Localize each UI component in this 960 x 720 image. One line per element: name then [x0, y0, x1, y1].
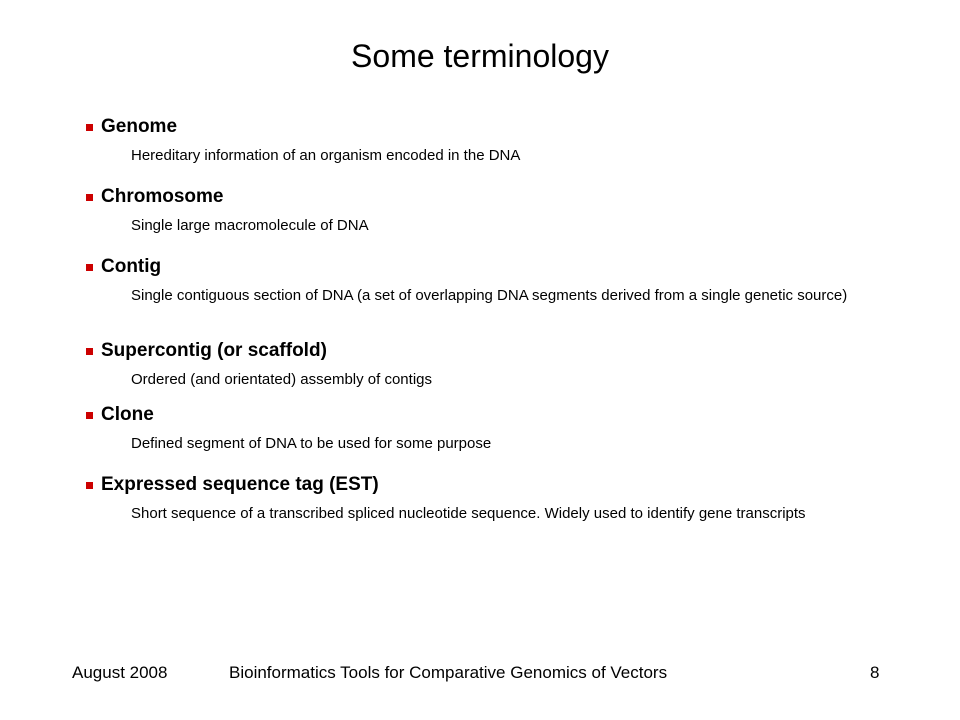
term-definition: Ordered (and orientated) assembly of contigs [131, 371, 432, 388]
term-name: Clone [101, 404, 154, 425]
footer-date: August 2008 [72, 663, 168, 682]
term-definition: Single contiguous section of DNA (a set of overlapping DNA segments derived from a single genetic source) [131, 287, 848, 304]
square-bullet-icon [86, 482, 93, 489]
term-definition: Defined segment of DNA to be used for some purpose [131, 435, 492, 452]
term-name: Genome [101, 116, 178, 137]
term-name: Expressed sequence tag (EST) [101, 474, 379, 495]
term-name: Contig [101, 256, 162, 277]
footer-title: Bioinformatics Tools for Comparative Genomics of Vectors [229, 663, 668, 682]
page-number: 8 [870, 663, 880, 682]
terminology-list [84, 115, 864, 521]
term-definition: Single large macromolecule of DNA [131, 217, 369, 234]
term-item-supercontig [84, 339, 864, 403]
square-bullet-icon [86, 348, 93, 355]
term-item-contig [84, 255, 864, 339]
term-name: Chromosome [101, 186, 224, 207]
square-bullet-icon [86, 412, 93, 419]
term-definition: Hereditary information of an organism encoded in the DNA [131, 147, 521, 164]
square-bullet-icon [86, 264, 93, 271]
term-definition: Short sequence of a transcribed spliced nucleotide sequence. Widely used to identify gene transcripts [131, 505, 806, 522]
square-bullet-icon [86, 124, 93, 131]
term-item-clone [84, 403, 864, 473]
term-item-chromosome [84, 185, 864, 255]
term-item-genome [84, 115, 864, 185]
slide-title: Some terminology [351, 38, 609, 74]
square-bullet-icon [86, 194, 93, 201]
term-name: Supercontig (or scaffold) [101, 340, 327, 361]
term-item-est [84, 473, 864, 521]
